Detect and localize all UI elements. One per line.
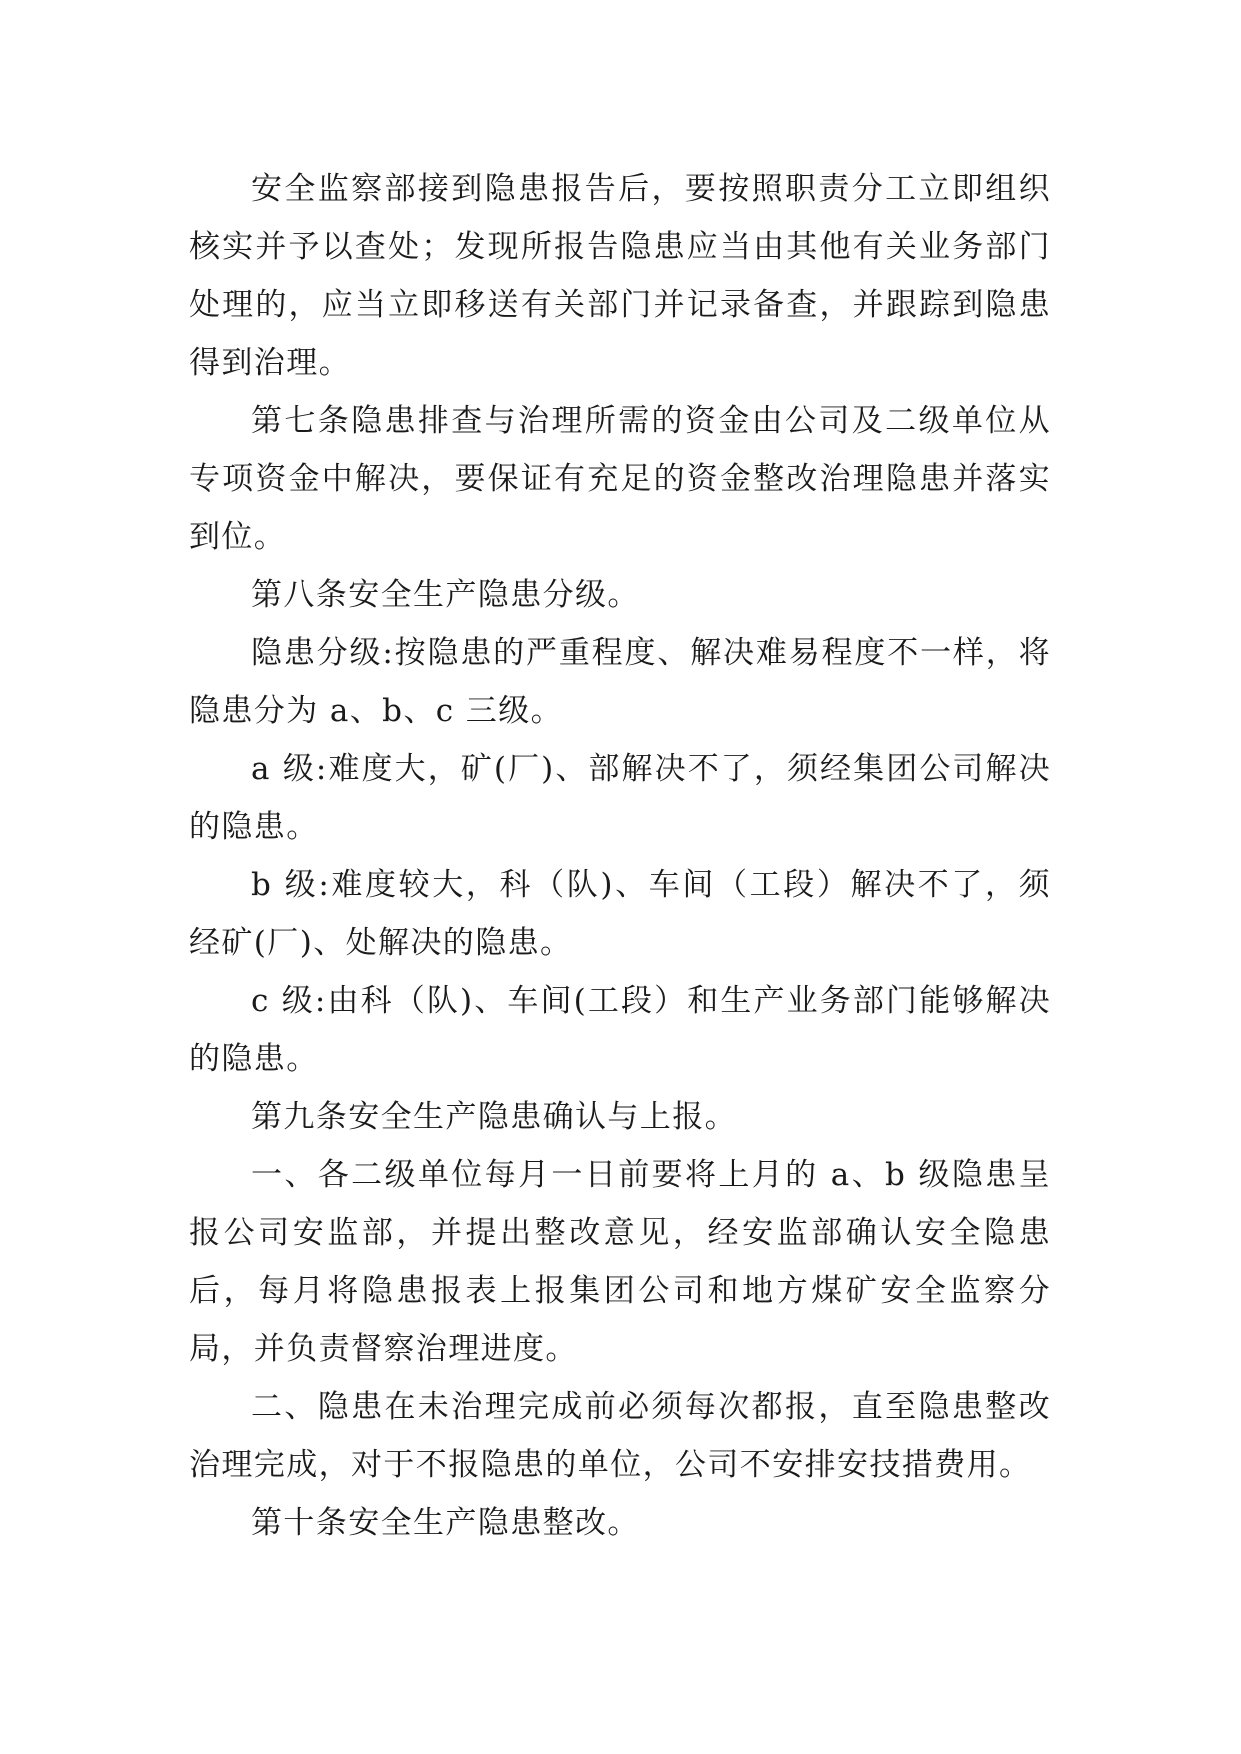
document-body [189, 160, 1051, 1552]
paragraph-grade-b: b 级:难度较大，科（队)、车间（工段）解决不了，须经矿(厂)、处解决的隐患。 [189, 867, 1051, 961]
paragraph-article-8: 第八条安全生产隐患分级。 [251, 577, 640, 613]
paragraph-repeated-report: 二、隐患在未治理完成前必须每次都报，直至隐患整改治理完成，对于不报隐患的单位，公司不安排安技措费用。 [189, 1389, 1051, 1483]
paragraph-article-10: 第十条安全生产隐患整改。 [251, 1505, 640, 1541]
paragraph-monthly-report: 一、各二级单位每月一日前要将上月的 a、b 级隐患呈报公司安监部，并提出整改意见，经安监部确认安全隐患后，每月将隐患报表上报集团公司和地方煤矿安全监察分局，并负责督察治理进度。 [189, 1157, 1051, 1367]
paragraph-grading: 隐患分级:按隐患的严重程度、解决难易程度不一样，将隐患分为 a、b、c 三级。 [189, 635, 1051, 729]
paragraph-grade-a: a 级:难度大，矿(厂)、部解决不了，须经集团公司解决的隐患。 [189, 751, 1051, 845]
paragraph-report-handling: 安全监察部接到隐患报告后，要按照职责分工立即组织核实并予以查处；发现所报告隐患应当由其他有关业务部门处理的，应当立即移送有关部门并记录备查，并跟踪到隐患得到治理。 [189, 171, 1051, 381]
paragraph-article-7: 第七条隐患排查与治理所需的资金由公司及二级单位从专项资金中解决，要保证有充足的资金整改治理隐患并落实到位。 [189, 403, 1051, 555]
paragraph-grade-c: c 级:由科（队)、车间(工段）和生产业务部门能够解决的隐患。 [189, 983, 1051, 1077]
paragraph-article-9: 第九条安全生产隐患确认与上报。 [251, 1099, 737, 1135]
